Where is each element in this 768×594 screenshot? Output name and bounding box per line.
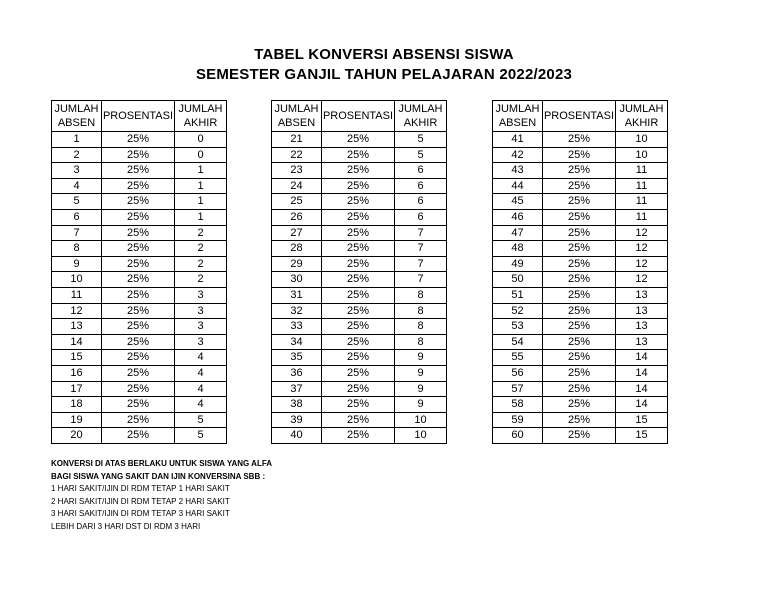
cell-jumlah-akhir: 0 xyxy=(175,132,227,148)
cell-prosentasi: 25% xyxy=(543,272,616,288)
cell-jumlah-akhir: 3 xyxy=(175,334,227,350)
cell-prosentasi: 25% xyxy=(543,397,616,413)
cell-jumlah-absen: 16 xyxy=(52,365,102,381)
cell-jumlah-absen: 59 xyxy=(493,412,543,428)
cell-jumlah-akhir: 1 xyxy=(175,178,227,194)
table-row xyxy=(272,381,447,397)
cell-jumlah-absen: 14 xyxy=(52,334,102,350)
cell-jumlah-akhir: 8 xyxy=(395,303,447,319)
cell-prosentasi: 25% xyxy=(322,225,395,241)
cell-prosentasi: 25% xyxy=(322,334,395,350)
header-text: JUMLAH xyxy=(54,103,99,115)
cell-prosentasi: 25% xyxy=(543,428,616,444)
note-line: 1 HARI SAKIT/IJIN DI RDM TETAP 1 HARI SAKIT xyxy=(51,484,230,493)
cell-jumlah-absen: 4 xyxy=(52,178,102,194)
table-row xyxy=(493,350,668,366)
header-prosentasi: PROSENTASI xyxy=(543,101,616,132)
cell-jumlah-akhir: 13 xyxy=(616,334,668,350)
table-row xyxy=(52,381,227,397)
cell-prosentasi: 25% xyxy=(322,350,395,366)
cell-prosentasi: 25% xyxy=(322,287,395,303)
table-row xyxy=(52,319,227,335)
table-row xyxy=(52,303,227,319)
cell-prosentasi: 25% xyxy=(322,241,395,257)
header-text: JUMLAH xyxy=(619,103,664,115)
header-jumlah-absen xyxy=(52,101,102,132)
cell-jumlah-absen: 52 xyxy=(493,303,543,319)
cell-jumlah-absen: 53 xyxy=(493,319,543,335)
cell-jumlah-akhir: 7 xyxy=(395,256,447,272)
table-row xyxy=(52,412,227,428)
cell-jumlah-absen: 36 xyxy=(272,365,322,381)
cell-jumlah-absen: 32 xyxy=(272,303,322,319)
cell-jumlah-akhir: 1 xyxy=(175,163,227,179)
table-row xyxy=(493,178,668,194)
cell-prosentasi: 25% xyxy=(543,319,616,335)
cell-jumlah-akhir: 12 xyxy=(616,241,668,257)
cell-jumlah-absen: 49 xyxy=(493,256,543,272)
cell-prosentasi: 25% xyxy=(102,225,175,241)
cell-jumlah-absen: 31 xyxy=(272,287,322,303)
table-row xyxy=(493,397,668,413)
cell-jumlah-akhir: 1 xyxy=(175,209,227,225)
notes xyxy=(51,458,272,533)
cell-jumlah-akhir: 7 xyxy=(395,241,447,257)
table-row xyxy=(493,194,668,210)
note-line: LEBIH DARI 3 HARI DST DI RDM 3 HARI xyxy=(51,521,201,531)
header-text: AKHIR xyxy=(403,117,438,129)
table-row xyxy=(272,412,447,428)
cell-jumlah-akhir: 7 xyxy=(395,272,447,288)
cell-jumlah-absen: 33 xyxy=(272,319,322,335)
header-text: JUMLAH xyxy=(178,103,223,115)
cell-jumlah-absen: 25 xyxy=(272,194,322,210)
cell-prosentasi: 25% xyxy=(102,287,175,303)
cell-jumlah-absen: 10 xyxy=(52,272,102,288)
cell-prosentasi: 25% xyxy=(322,147,395,163)
cell-jumlah-absen: 19 xyxy=(52,412,102,428)
cell-prosentasi: 25% xyxy=(322,319,395,335)
table-row xyxy=(272,428,447,444)
table-row xyxy=(493,334,668,350)
cell-jumlah-akhir: 5 xyxy=(395,147,447,163)
cell-jumlah-absen: 54 xyxy=(493,334,543,350)
cell-jumlah-akhir: 3 xyxy=(175,303,227,319)
conversion-table-1 xyxy=(51,100,227,444)
table-row xyxy=(272,132,447,148)
cell-prosentasi: 25% xyxy=(543,209,616,225)
cell-prosentasi: 25% xyxy=(102,365,175,381)
header-row xyxy=(493,101,668,132)
table-row xyxy=(272,241,447,257)
cell-jumlah-absen: 56 xyxy=(493,365,543,381)
cell-prosentasi: 25% xyxy=(543,241,616,257)
cell-jumlah-absen: 3 xyxy=(52,163,102,179)
header-text: AKHIR xyxy=(624,117,659,129)
cell-jumlah-absen: 2 xyxy=(52,147,102,163)
table-row xyxy=(493,256,668,272)
cell-jumlah-akhir: 11 xyxy=(616,194,668,210)
cell-jumlah-absen: 26 xyxy=(272,209,322,225)
page-subtitle: SEMESTER GANJIL TAHUN PELAJARAN 2022/2023 xyxy=(195,66,573,83)
cell-jumlah-absen: 17 xyxy=(52,381,102,397)
table-row xyxy=(272,397,447,413)
cell-jumlah-absen: 47 xyxy=(493,225,543,241)
cell-jumlah-akhir: 10 xyxy=(616,147,668,163)
header-prosentasi: PROSENTASI xyxy=(102,101,175,132)
cell-prosentasi: 25% xyxy=(543,225,616,241)
cell-jumlah-absen: 30 xyxy=(272,272,322,288)
cell-jumlah-akhir: 4 xyxy=(175,365,227,381)
cell-prosentasi: 25% xyxy=(102,132,175,148)
table-row xyxy=(52,350,227,366)
table-row xyxy=(272,319,447,335)
cell-jumlah-absen: 20 xyxy=(52,428,102,444)
cell-prosentasi: 25% xyxy=(543,194,616,210)
cell-prosentasi: 25% xyxy=(543,178,616,194)
header-row xyxy=(272,101,447,132)
cell-prosentasi: 25% xyxy=(102,163,175,179)
cell-jumlah-akhir: 14 xyxy=(616,365,668,381)
header-jumlah-akhir xyxy=(175,101,227,132)
cell-jumlah-akhir: 2 xyxy=(175,241,227,257)
cell-jumlah-absen: 35 xyxy=(272,350,322,366)
table-row xyxy=(493,163,668,179)
header-prosentasi: PROSENTASI xyxy=(322,101,395,132)
cell-prosentasi: 25% xyxy=(102,272,175,288)
table-row xyxy=(493,365,668,381)
cell-jumlah-akhir: 5 xyxy=(175,412,227,428)
cell-jumlah-akhir: 13 xyxy=(616,319,668,335)
cell-jumlah-akhir: 11 xyxy=(616,209,668,225)
table-row xyxy=(493,241,668,257)
cell-jumlah-akhir: 10 xyxy=(395,428,447,444)
cell-jumlah-akhir: 12 xyxy=(616,272,668,288)
cell-prosentasi: 25% xyxy=(322,272,395,288)
cell-jumlah-absen: 22 xyxy=(272,147,322,163)
table-row xyxy=(272,334,447,350)
table-row xyxy=(52,397,227,413)
cell-prosentasi: 25% xyxy=(322,256,395,272)
cell-jumlah-akhir: 0 xyxy=(175,147,227,163)
table-row xyxy=(52,163,227,179)
cell-jumlah-absen: 48 xyxy=(493,241,543,257)
cell-jumlah-akhir: 5 xyxy=(175,428,227,444)
table-row xyxy=(493,287,668,303)
cell-jumlah-absen: 42 xyxy=(493,147,543,163)
cell-jumlah-akhir: 6 xyxy=(395,163,447,179)
cell-jumlah-absen: 40 xyxy=(272,428,322,444)
cell-jumlah-akhir: 11 xyxy=(616,163,668,179)
conversion-table-3 xyxy=(492,100,668,444)
cell-jumlah-akhir: 2 xyxy=(175,225,227,241)
cell-jumlah-akhir: 14 xyxy=(616,350,668,366)
cell-jumlah-akhir: 9 xyxy=(395,350,447,366)
cell-jumlah-absen: 5 xyxy=(52,194,102,210)
cell-jumlah-akhir: 6 xyxy=(395,209,447,225)
cell-prosentasi: 25% xyxy=(102,428,175,444)
cell-jumlah-akhir: 9 xyxy=(395,381,447,397)
cell-prosentasi: 25% xyxy=(322,303,395,319)
table-row xyxy=(272,225,447,241)
cell-jumlah-akhir: 2 xyxy=(175,272,227,288)
cell-prosentasi: 25% xyxy=(322,178,395,194)
table-row xyxy=(493,412,668,428)
cell-prosentasi: 25% xyxy=(543,365,616,381)
cell-jumlah-akhir: 15 xyxy=(616,412,668,428)
header-text: ABSEN xyxy=(277,117,316,129)
header-row xyxy=(52,101,227,132)
cell-prosentasi: 25% xyxy=(543,256,616,272)
cell-prosentasi: 25% xyxy=(543,303,616,319)
cell-jumlah-akhir: 11 xyxy=(616,178,668,194)
header-jumlah-absen xyxy=(272,101,322,132)
table-row xyxy=(493,428,668,444)
cell-jumlah-absen: 37 xyxy=(272,381,322,397)
cell-jumlah-absen: 29 xyxy=(272,256,322,272)
note-line: 3 HARI SAKIT/IJIN DI RDM TETAP 3 HARI SAKIT xyxy=(51,509,230,518)
table-row xyxy=(52,132,227,148)
table-row xyxy=(272,178,447,194)
table-row xyxy=(52,365,227,381)
note-line: 2 HARI SAKIT/IJIN DI RDM TETAP 2 HARI SAKIT xyxy=(51,496,230,506)
table-row xyxy=(52,287,227,303)
cell-jumlah-akhir: 12 xyxy=(616,225,668,241)
cell-jumlah-akhir: 14 xyxy=(616,397,668,413)
cell-prosentasi: 25% xyxy=(543,381,616,397)
cell-jumlah-absen: 58 xyxy=(493,397,543,413)
cell-prosentasi: 25% xyxy=(322,365,395,381)
cell-prosentasi: 25% xyxy=(102,319,175,335)
cell-jumlah-absen: 41 xyxy=(493,132,543,148)
cell-prosentasi: 25% xyxy=(102,381,175,397)
cell-jumlah-absen: 6 xyxy=(52,209,102,225)
table-row xyxy=(52,209,227,225)
conversion-table-2 xyxy=(271,100,447,444)
note-line: BAGI SISWA YANG SAKIT DAN IJIN KONVERSINA SBB : xyxy=(51,471,266,481)
cell-jumlah-akhir: 8 xyxy=(395,319,447,335)
cell-jumlah-absen: 44 xyxy=(493,178,543,194)
cell-jumlah-absen: 23 xyxy=(272,163,322,179)
cell-prosentasi: 25% xyxy=(102,178,175,194)
cell-jumlah-akhir: 13 xyxy=(616,287,668,303)
table-row xyxy=(52,147,227,163)
header-text: JUMLAH xyxy=(274,103,319,115)
table-row xyxy=(272,256,447,272)
table-row xyxy=(52,225,227,241)
cell-prosentasi: 25% xyxy=(102,241,175,257)
table-row xyxy=(493,132,668,148)
cell-jumlah-absen: 46 xyxy=(493,209,543,225)
cell-jumlah-akhir: 5 xyxy=(395,132,447,148)
cell-jumlah-absen: 15 xyxy=(52,350,102,366)
cell-prosentasi: 25% xyxy=(322,209,395,225)
cell-prosentasi: 25% xyxy=(543,287,616,303)
cell-jumlah-absen: 51 xyxy=(493,287,543,303)
cell-prosentasi: 25% xyxy=(322,412,395,428)
table-row xyxy=(52,241,227,257)
cell-jumlah-akhir: 4 xyxy=(175,350,227,366)
table-row xyxy=(272,350,447,366)
cell-jumlah-akhir: 14 xyxy=(616,381,668,397)
table-row xyxy=(52,194,227,210)
cell-prosentasi: 25% xyxy=(543,163,616,179)
cell-prosentasi: 25% xyxy=(543,412,616,428)
cell-prosentasi: 25% xyxy=(543,132,616,148)
cell-jumlah-akhir: 4 xyxy=(175,381,227,397)
header-text: ABSEN xyxy=(498,117,537,129)
table-row xyxy=(272,365,447,381)
header-text: JUMLAH xyxy=(495,103,540,115)
table-row xyxy=(52,334,227,350)
cell-jumlah-absen: 9 xyxy=(52,256,102,272)
cell-prosentasi: 25% xyxy=(102,350,175,366)
table-row xyxy=(493,319,668,335)
cell-prosentasi: 25% xyxy=(322,132,395,148)
table-row xyxy=(52,272,227,288)
cell-jumlah-akhir: 8 xyxy=(395,334,447,350)
table-row xyxy=(272,303,447,319)
cell-prosentasi: 25% xyxy=(102,256,175,272)
cell-prosentasi: 25% xyxy=(543,350,616,366)
table-row xyxy=(272,147,447,163)
cell-jumlah-absen: 1 xyxy=(52,132,102,148)
cell-jumlah-akhir: 10 xyxy=(395,412,447,428)
cell-jumlah-absen: 24 xyxy=(272,178,322,194)
cell-prosentasi: 25% xyxy=(543,334,616,350)
cell-prosentasi: 25% xyxy=(102,303,175,319)
page-title: TABEL KONVERSI ABSENSI SISWA xyxy=(254,46,514,63)
cell-jumlah-akhir: 13 xyxy=(616,303,668,319)
table-row xyxy=(493,303,668,319)
cell-jumlah-absen: 13 xyxy=(52,319,102,335)
cell-prosentasi: 25% xyxy=(102,209,175,225)
cell-prosentasi: 25% xyxy=(322,428,395,444)
cell-jumlah-akhir: 6 xyxy=(395,178,447,194)
cell-jumlah-absen: 57 xyxy=(493,381,543,397)
cell-jumlah-akhir: 7 xyxy=(395,225,447,241)
table-row xyxy=(493,225,668,241)
cell-jumlah-akhir: 3 xyxy=(175,319,227,335)
cell-prosentasi: 25% xyxy=(102,147,175,163)
cell-jumlah-absen: 34 xyxy=(272,334,322,350)
note-line: KONVERSI DI ATAS BERLAKU UNTUK SISWA YANG ALFA xyxy=(51,459,273,468)
cell-jumlah-absen: 27 xyxy=(272,225,322,241)
header-jumlah-akhir xyxy=(616,101,668,132)
header-text: ABSEN xyxy=(57,117,96,129)
cell-jumlah-absen: 43 xyxy=(493,163,543,179)
header-jumlah-akhir xyxy=(395,101,447,132)
table-row xyxy=(493,381,668,397)
table-row xyxy=(52,256,227,272)
cell-jumlah-absen: 7 xyxy=(52,225,102,241)
cell-prosentasi: 25% xyxy=(322,381,395,397)
cell-prosentasi: 25% xyxy=(102,412,175,428)
cell-jumlah-akhir: 1 xyxy=(175,194,227,210)
table-row xyxy=(272,209,447,225)
cell-jumlah-absen: 21 xyxy=(272,132,322,148)
cell-jumlah-absen: 8 xyxy=(52,241,102,257)
cell-jumlah-akhir: 15 xyxy=(616,428,668,444)
header-jumlah-absen xyxy=(493,101,543,132)
cell-jumlah-akhir: 10 xyxy=(616,132,668,148)
cell-jumlah-akhir: 3 xyxy=(175,287,227,303)
cell-prosentasi: 25% xyxy=(102,397,175,413)
cell-prosentasi: 25% xyxy=(322,163,395,179)
table-row xyxy=(272,163,447,179)
table-row xyxy=(52,178,227,194)
table-row xyxy=(272,194,447,210)
cell-jumlah-akhir: 6 xyxy=(395,194,447,210)
cell-jumlah-absen: 60 xyxy=(493,428,543,444)
cell-jumlah-absen: 38 xyxy=(272,397,322,413)
cell-jumlah-akhir: 8 xyxy=(395,287,447,303)
table-row xyxy=(272,287,447,303)
cell-jumlah-absen: 55 xyxy=(493,350,543,366)
table-row xyxy=(493,209,668,225)
table-row xyxy=(493,147,668,163)
cell-jumlah-absen: 11 xyxy=(52,287,102,303)
header-text: AKHIR xyxy=(183,117,218,129)
cell-jumlah-absen: 45 xyxy=(493,194,543,210)
cell-prosentasi: 25% xyxy=(322,397,395,413)
cell-prosentasi: 25% xyxy=(102,194,175,210)
cell-jumlah-absen: 50 xyxy=(493,272,543,288)
table-row xyxy=(272,272,447,288)
cell-prosentasi: 25% xyxy=(102,334,175,350)
cell-jumlah-absen: 28 xyxy=(272,241,322,257)
table-row xyxy=(493,272,668,288)
cell-prosentasi: 25% xyxy=(322,194,395,210)
header-text: JUMLAH xyxy=(398,103,443,115)
cell-jumlah-akhir: 4 xyxy=(175,397,227,413)
cell-jumlah-akhir: 2 xyxy=(175,256,227,272)
cell-jumlah-absen: 18 xyxy=(52,397,102,413)
cell-jumlah-absen: 39 xyxy=(272,412,322,428)
cell-prosentasi: 25% xyxy=(543,147,616,163)
table-row xyxy=(52,428,227,444)
cell-jumlah-akhir: 9 xyxy=(395,365,447,381)
cell-jumlah-absen: 12 xyxy=(52,303,102,319)
cell-jumlah-akhir: 12 xyxy=(616,256,668,272)
cell-jumlah-akhir: 9 xyxy=(395,397,447,413)
